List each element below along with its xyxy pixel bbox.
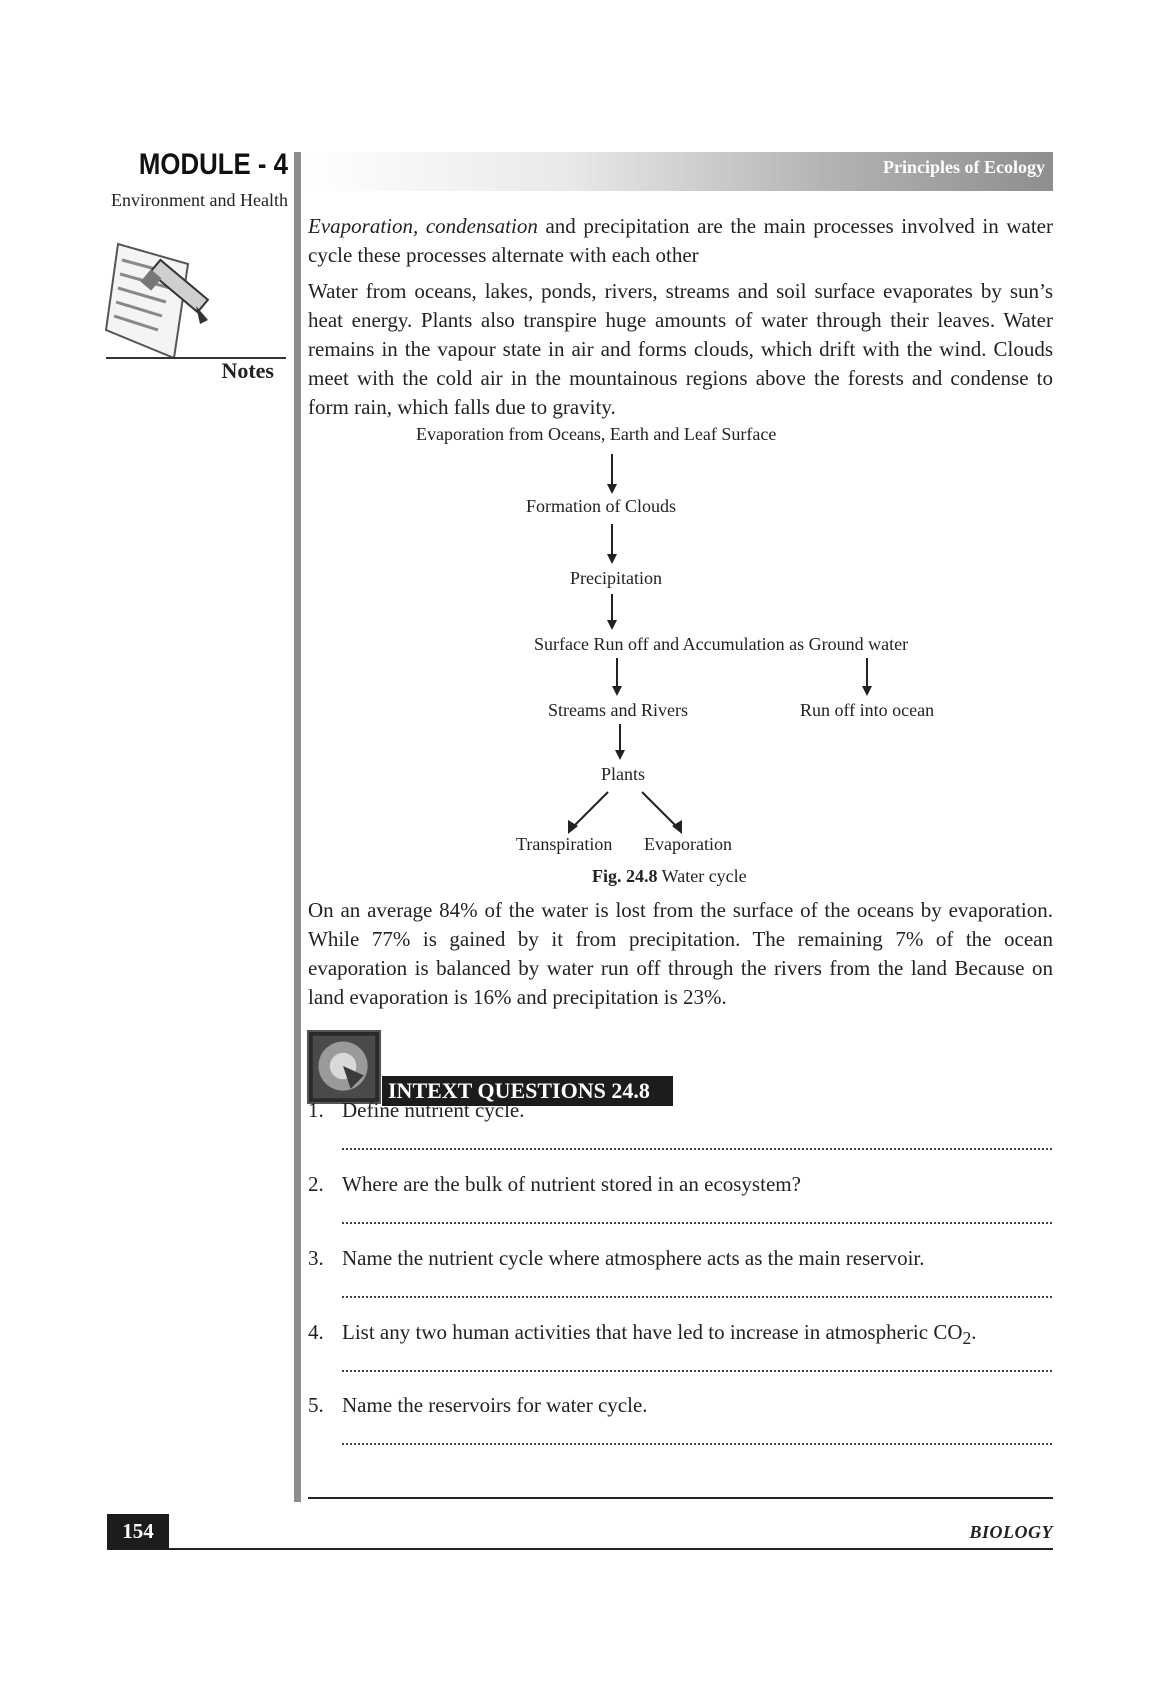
subscript: 2: [962, 1328, 972, 1349]
answer-line[interactable]: [342, 1294, 1052, 1298]
arrow-evaporation-clouds: [607, 454, 617, 494]
node-evaporation: Evaporation from Oceans, Earth and Leaf Surface: [416, 424, 777, 444]
section-title: Principles of Ecology: [883, 157, 1045, 177]
question-suffix: .: [971, 1320, 977, 1344]
intext-heading: INTEXT QUESTIONS 24.8: [382, 1076, 673, 1106]
paragraph-evaporation: Water from oceans, lakes, ponds, rivers, streams and soil surface evaporates by sun’s heat energy. Plants also transpire huge amounts of water through their leaves. Water remains in the vapour state in air and forms clouds, which drift with the wind. Clouds meet with the cold air in the mountainous regions above the forests and condense to form rain, which falls due to gravity.: [308, 279, 1053, 419]
notes-pencil-icon: [104, 242, 220, 370]
node-evaporation-plants: Evaporation: [644, 834, 732, 854]
margin-rule: [294, 152, 301, 1502]
arrow-clouds-precipitation: [607, 524, 617, 564]
question-number: 2.: [308, 1172, 324, 1196]
question-text: Name the nutrient cycle where atmosphere acts as the main reservoir.: [342, 1246, 925, 1270]
paragraph-processes-text: and precipitation are the main processes involved in water cycle these processes alternate with each other: [308, 214, 1053, 267]
section-end-rule: [308, 1497, 1053, 1499]
question-number: 1.: [308, 1098, 324, 1122]
footer-rule: [107, 1548, 1053, 1550]
figure-caption: [592, 866, 747, 887]
answer-line[interactable]: [342, 1220, 1052, 1224]
question-magnifier-icon: [307, 1030, 381, 1104]
paragraph-ocean-balance: On an average 84% of the water is lost from the surface of the oceans by evaporation. While 77% is gained by it from precipitation. The remaining 7% of the ocean evaporation is balanced by water run off through the rivers from the land Because on land evaporation is 16% and precipitation is 23%.: [308, 898, 1053, 1009]
node-streams-rivers: Streams and Rivers: [548, 700, 688, 720]
figure-title: Water cycle: [657, 866, 747, 886]
node-runoff-ocean: Run off into ocean: [800, 700, 935, 720]
answer-line[interactable]: [342, 1368, 1052, 1372]
paragraph-processes: [308, 212, 1053, 270]
arrow-precipitation-surface: [607, 594, 617, 630]
page-number: 154: [107, 1514, 169, 1549]
italic-terms: Evaporation, condensation: [308, 214, 538, 238]
node-transpiration: Transpiration: [516, 834, 613, 854]
question-number: 5.: [308, 1393, 324, 1417]
notes-label: Notes: [221, 358, 274, 383]
module-title: MODULE - 4: [138, 148, 288, 181]
question-number: 4.: [308, 1320, 324, 1344]
question-text: Where are the bulk of nutrient stored in an ecosystem?: [342, 1172, 801, 1196]
footer-subject: BIOLOGY: [969, 1522, 1053, 1542]
question-text: Define nutrient cycle.: [342, 1098, 525, 1122]
water-cycle-diagram: [400, 424, 1000, 896]
module-subtitle: Environment and Health: [111, 190, 288, 210]
node-surface-runoff: Surface Run off and Accumulation as Ground water: [534, 634, 909, 654]
node-plants: Plants: [601, 764, 646, 784]
node-clouds: Formation of Clouds: [526, 496, 677, 516]
arrow-surface-runoff: [862, 658, 872, 696]
question-number: 3.: [308, 1246, 324, 1270]
answer-line[interactable]: [342, 1441, 1052, 1445]
question-text: [342, 1320, 977, 1349]
node-precipitation: Precipitation: [570, 568, 662, 588]
question-text-main: List any two human activities that have led to increase in atmospheric CO: [342, 1320, 963, 1344]
figure-number: Fig. 24.8: [592, 866, 658, 886]
section-header: [307, 152, 1053, 191]
arrow-plants-transpiration: [568, 792, 608, 834]
answer-line[interactable]: [342, 1146, 1052, 1150]
arrow-surface-streams: [612, 658, 622, 696]
question-text: Name the reservoirs for water cycle.: [342, 1393, 648, 1417]
arrow-plants-evaporation: [642, 792, 682, 834]
arrow-streams-plants: [615, 724, 625, 760]
